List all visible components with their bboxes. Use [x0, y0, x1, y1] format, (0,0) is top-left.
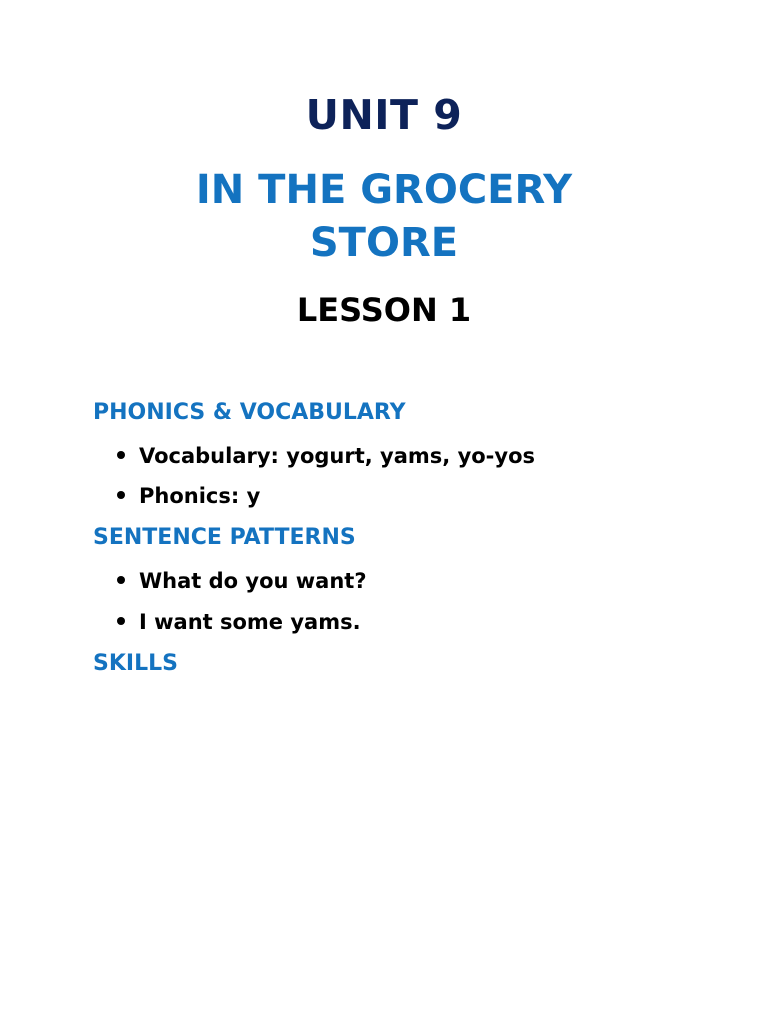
list-item-text: What do you want?: [139, 569, 367, 593]
section-heading-skills: SKILLS: [93, 651, 178, 676]
list-item-phonics: [117, 482, 260, 510]
list-item-vocabulary: [117, 442, 535, 470]
section-heading-phonics-vocabulary: PHONICS & VOCABULARY: [93, 400, 406, 425]
bullet-icon: [117, 491, 125, 499]
unit-title: UNIT 9: [305, 91, 463, 139]
unit-subtitle-line-1: IN THE GROCERY: [195, 167, 573, 213]
list-item-text: I want some yams.: [139, 610, 361, 634]
list-item-sentence-1: [117, 567, 367, 595]
list-item-text: Phonics: y: [139, 484, 261, 508]
unit-subtitle: [0, 164, 768, 270]
bullet-icon: [117, 576, 125, 584]
bullet-icon: [117, 617, 125, 625]
list-item-sentence-2: [117, 608, 361, 636]
lesson-title: LESSON 1: [296, 291, 472, 329]
section-heading-sentence-patterns: SENTENCE PATTERNS: [93, 525, 356, 550]
list-item-text: Vocabulary: yogurt, yams, yo-yos: [139, 444, 536, 468]
unit-subtitle-line-2: STORE: [309, 220, 459, 266]
bullet-icon: [117, 451, 125, 459]
